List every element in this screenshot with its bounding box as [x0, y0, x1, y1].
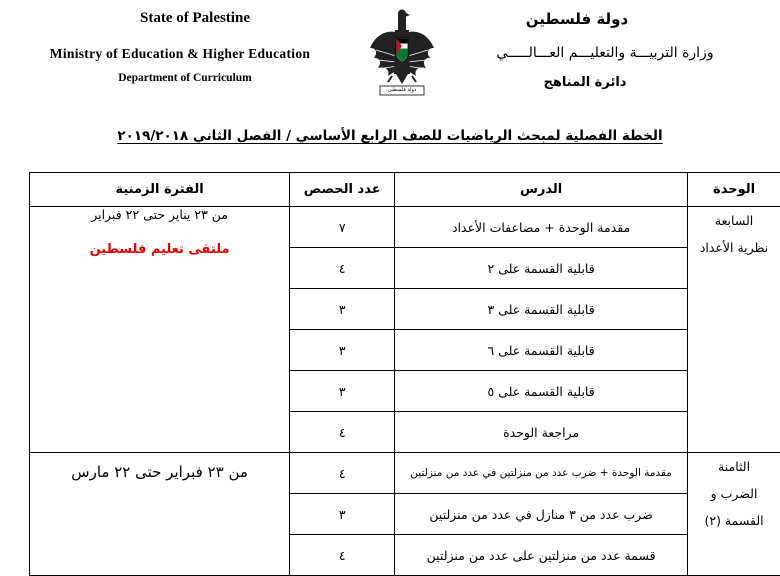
unit-topic-line1: الضرب و — [694, 480, 774, 507]
periods-cell: ٤ — [290, 248, 395, 289]
lesson-cell: قابلية القسمة على ٦ — [395, 330, 688, 371]
header-unit: الوحدة — [688, 173, 780, 207]
lesson-cell: ضرب عدد من ٣ منازل في عدد من منزلتين — [395, 494, 688, 535]
header-lesson: الدرس — [395, 173, 688, 207]
timeframe-cell-eighth — [30, 453, 290, 576]
periods-cell: ٣ — [290, 330, 395, 371]
document-title: الخطة الفصلية لمبحث الرياضيات للصف الرابع الأساسي / الفصل الثاني ٢٠١٩/٢٠١٨ — [100, 128, 680, 144]
english-country-name: State of Palestine — [110, 10, 280, 27]
table-row — [30, 453, 780, 494]
unit-topic-line2: القسمة (٢) — [694, 507, 774, 534]
arabic-country-name: دولة فلسطين — [492, 10, 662, 28]
periods-cell: ٣ — [290, 494, 395, 535]
semester-plan-table — [29, 172, 780, 576]
table-header-row — [30, 173, 780, 207]
forum-watermark-note: ملتقى تعليم فلسطين — [36, 242, 283, 257]
unit-cell-eighth — [688, 453, 780, 576]
header-periods: عدد الحصص — [290, 173, 395, 207]
lesson-cell: مقدمة الوحدة + مضاعفات الأعداد — [395, 207, 688, 248]
unit-name: الثامنة — [694, 453, 774, 480]
lesson-cell: قابلية القسمة على ٣ — [395, 289, 688, 330]
unit-cell-seventh — [688, 207, 780, 453]
timeframe-cell-seventh — [30, 207, 290, 453]
lesson-cell: مقدمة الوحدة + ضرب عدد من منزلتين في عدد من منزلتين — [395, 453, 688, 494]
lesson-cell: مراجعة الوحدة — [395, 412, 688, 453]
periods-cell: ٤ — [290, 412, 395, 453]
english-department-name: Department of Curriculum — [90, 72, 280, 84]
header-timeframe: الفترة الزمنية — [30, 173, 290, 207]
periods-cell: ٣ — [290, 371, 395, 412]
unit-name: السابعة — [694, 207, 774, 234]
letterhead — [0, 0, 780, 120]
timeframe-text: من ٢٣ يناير حتى ٢٢ فبراير — [36, 207, 283, 222]
arabic-department-name: دائرة المناهج — [500, 75, 670, 90]
periods-cell: ٤ — [290, 535, 395, 576]
emblem-banner-text: دولة فلسطين — [380, 87, 424, 94]
lesson-cell: قسمة عدد من منزلتين على عدد من منزلتين — [395, 535, 688, 576]
periods-cell: ٣ — [290, 289, 395, 330]
lesson-cell: قابلية القسمة على ٢ — [395, 248, 688, 289]
unit-topic: نظرية الأعداد — [694, 234, 774, 261]
english-ministry-name: Ministry of Education & Higher Education — [30, 46, 330, 62]
table-row — [30, 207, 780, 248]
periods-cell: ٤ — [290, 453, 395, 494]
arabic-ministry-name: وزارة التربيـــة والتعليـــم العـــالـــــي — [445, 45, 765, 61]
timeframe-text: من ٢٣ فبراير حتى ٢٢ مارس — [36, 463, 283, 481]
lesson-cell: قابلية القسمة على ٥ — [395, 371, 688, 412]
periods-cell: ٧ — [290, 207, 395, 248]
